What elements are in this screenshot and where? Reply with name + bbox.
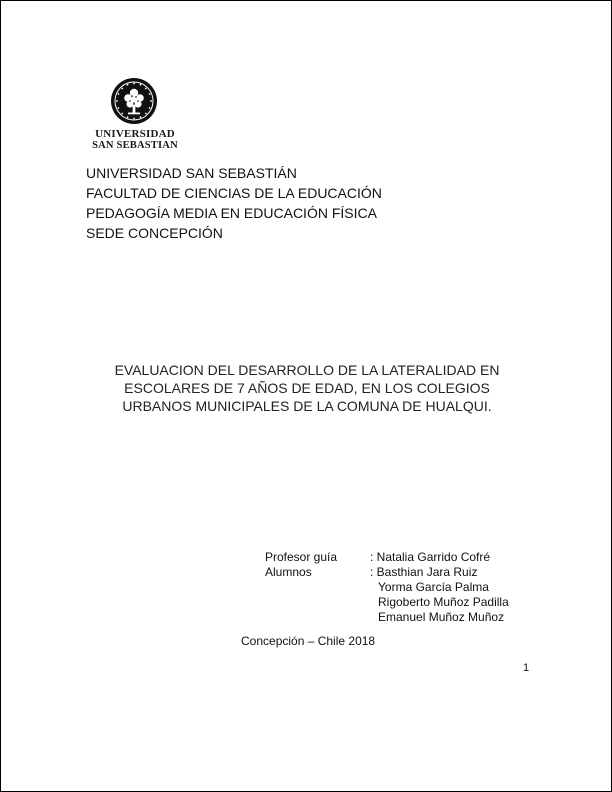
university-logo — [87, 77, 183, 157]
place-date: Concepción – Chile 2018 — [241, 634, 376, 648]
page-number: 1 — [523, 662, 530, 674]
student-name: Emanuel Muñoz Muñoz — [378, 610, 505, 624]
university-seal-icon — [110, 77, 158, 125]
institution-line: FACULTAD DE CIENCIAS DE LA EDUCACIÓN — [86, 185, 382, 201]
students-label: Alumnos — [265, 565, 312, 579]
title-line: ESCOLARES DE 7 AÑOS DE EDAD, EN LOS COLEGIOS — [124, 380, 490, 396]
title-line: EVALUACION DEL DESARROLLO DE LA LATERALIDAD EN — [114, 362, 500, 378]
advisor-name: : Natalia Garrido Cofré — [370, 550, 491, 564]
institution-line: UNIVERSIDAD SAN SEBASTIÁN — [86, 165, 297, 181]
logo-text-line-1: UNIVERSIDAD — [95, 128, 175, 140]
institution-block — [86, 163, 382, 243]
thesis-title — [97, 361, 517, 415]
logo-text-line-2: SAN SEBASTIAN — [92, 140, 178, 151]
institution-line: SEDE CONCEPCIÓN — [86, 225, 223, 241]
student-name: Rigoberto Muñoz Padilla — [378, 595, 509, 609]
title-line: URBANOS MUNICIPALES DE LA COMUNA DE HUALQUI. — [122, 398, 492, 414]
student-name: : Basthian Jara Ruiz — [370, 565, 478, 579]
student-name: Yorma García Palma — [378, 580, 489, 594]
advisor-label: Profesor guía — [265, 550, 338, 564]
institution-line: PEDAGOGÍA MEDIA EN EDUCACIÓN FÍSICA — [86, 205, 377, 221]
